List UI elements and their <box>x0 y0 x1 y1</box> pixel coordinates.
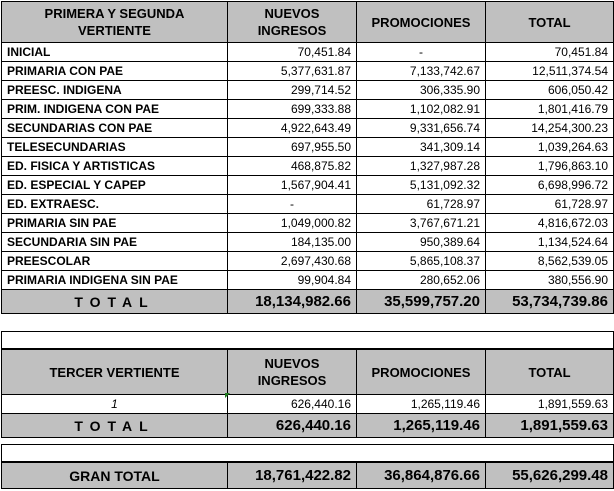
row-nuevos-cell[interactable]: 468,875.82 <box>228 157 357 176</box>
row-total-cell[interactable]: 1,801,416.79 <box>486 100 614 119</box>
table-body <box>2 43 614 290</box>
row-total-cell[interactable]: 1,796,863.10 <box>486 157 614 176</box>
total-row <box>2 290 614 314</box>
row-promociones-cell[interactable]: 61,728.97 <box>357 195 486 214</box>
row-promociones-cell[interactable]: 1,327,987.28 <box>357 157 486 176</box>
table-row <box>2 100 614 119</box>
row-promociones-cell[interactable]: 3,767,671.21 <box>357 214 486 233</box>
header-vertiente[interactable]: TERCER VERTIENTE <box>2 350 228 395</box>
row-name-cell[interactable]: 1 <box>2 395 228 414</box>
row-name-cell[interactable]: PREESCOLAR <box>2 252 228 271</box>
table-row <box>2 81 614 100</box>
total-promociones-cell[interactable]: 35,599,757.20 <box>357 290 486 314</box>
header-row <box>2 350 614 395</box>
row-name-cell[interactable]: PRIMARIA SIN PAE <box>2 214 228 233</box>
table-tercer-vertiente <box>1 349 614 438</box>
table-row <box>2 271 614 290</box>
blank-row <box>1 331 614 349</box>
table-row <box>2 395 614 414</box>
total-label[interactable] <box>2 414 228 438</box>
header-promociones[interactable]: PROMOCIONES <box>357 350 486 395</box>
table-row <box>2 233 614 252</box>
gran-total-promociones-cell[interactable]: 36,864,876.66 <box>357 463 486 489</box>
table-row <box>2 214 614 233</box>
row-promociones-cell[interactable]: 5,131,092.32 <box>357 176 486 195</box>
row-name-cell[interactable]: PRIMARIA CON PAE <box>2 62 228 81</box>
cell-comment-indicator-icon <box>225 393 230 398</box>
row-nuevos-cell[interactable]: 4,922,643.49 <box>228 119 357 138</box>
blank-cell[interactable] <box>357 445 486 462</box>
table-gran-total <box>1 462 614 489</box>
row-promociones-cell[interactable]: 9,331,656.74 <box>357 119 486 138</box>
row-total-cell[interactable]: 12,511,374.54 <box>486 62 614 81</box>
table-row <box>2 176 614 195</box>
total-total-cell[interactable]: 53,734,739.86 <box>486 290 614 314</box>
row-promociones-cell[interactable]: 306,335.90 <box>357 81 486 100</box>
row-nuevos-cell[interactable]: 184,135.00 <box>228 233 357 252</box>
total-label[interactable] <box>2 290 228 314</box>
header-vertiente[interactable]: PRIMERA Y SEGUNDA VERTIENTE <box>2 2 228 43</box>
row-nuevos-cell[interactable]: 699,333.88 <box>228 100 357 119</box>
row-name-cell[interactable]: PREESC. INDIGENA <box>2 81 228 100</box>
blank-cell[interactable] <box>357 332 486 349</box>
header-nuevos-ingresos[interactable]: NUEVOS INGRESOS <box>228 350 357 395</box>
row-nuevos-cell[interactable]: 697,955.50 <box>228 138 357 157</box>
total-label-text: TOTAL <box>74 293 155 310</box>
row-promociones-cell[interactable]: 7,133,742.67 <box>357 62 486 81</box>
row-name-cell[interactable]: INICIAL <box>2 43 228 62</box>
row-name-cell[interactable]: ED. ESPECIAL Y CAPEP <box>2 176 228 195</box>
row-total-cell[interactable]: 1,891,559.63 <box>486 395 614 414</box>
row-nuevos-cell[interactable]: 299,714.52 <box>228 81 357 100</box>
gran-total-row <box>2 463 614 489</box>
total-label-text: TOTAL <box>74 417 155 434</box>
blank-cell[interactable] <box>2 332 228 349</box>
blank-row <box>1 444 614 462</box>
row-name-cell[interactable]: SECUNDARIAS CON PAE <box>2 119 228 138</box>
header-total[interactable]: TOTAL <box>486 350 614 395</box>
row-promociones-cell[interactable]: - <box>357 43 486 62</box>
total-row <box>2 414 614 438</box>
row-promociones-cell[interactable]: 5,865,108.37 <box>357 252 486 271</box>
table-row <box>2 252 614 271</box>
row-total-cell[interactable]: 1,134,524.64 <box>486 233 614 252</box>
blank-cell[interactable] <box>486 332 614 349</box>
row-nuevos-cell[interactable]: 626,440.16 <box>228 395 357 414</box>
row-total-cell[interactable]: 61,728.97 <box>486 195 614 214</box>
table-row <box>2 119 614 138</box>
header-row <box>2 2 614 43</box>
row-name-cell[interactable]: PRIMARIA INDIGENA SIN PAE <box>2 271 228 290</box>
table-row <box>2 157 614 176</box>
row-total-cell[interactable]: 8,562,539.05 <box>486 252 614 271</box>
gran-total-label[interactable]: GRAN TOTAL <box>2 463 228 489</box>
header-nuevos-ingresos[interactable]: NUEVOS INGRESOS <box>228 2 357 43</box>
row-name-cell[interactable]: PRIM. INDIGENA CON PAE <box>2 100 228 119</box>
header-total[interactable]: TOTAL <box>486 2 614 43</box>
row-nuevos-cell[interactable]: 5,377,631.87 <box>228 62 357 81</box>
table-row <box>2 62 614 81</box>
blank-cell[interactable] <box>2 445 228 462</box>
row-nuevos-cell[interactable]: 70,451.84 <box>228 43 357 62</box>
row-total-cell[interactable]: 70,451.84 <box>486 43 614 62</box>
row-nuevos-cell[interactable]: 1,049,000.82 <box>228 214 357 233</box>
header-promociones[interactable]: PROMOCIONES <box>357 2 486 43</box>
row-promociones-cell[interactable]: 950,389.64 <box>357 233 486 252</box>
total-total-cell[interactable]: 1,891,559.63 <box>486 414 614 438</box>
row-total-cell[interactable]: 606,050.42 <box>486 81 614 100</box>
row-nuevos-cell[interactable]: - <box>228 195 357 214</box>
row-total-cell[interactable]: 14,254,300.23 <box>486 119 614 138</box>
table-row <box>2 195 614 214</box>
row-nuevos-cell[interactable]: 2,697,430.68 <box>228 252 357 271</box>
row-total-cell[interactable]: 380,556.90 <box>486 271 614 290</box>
row-nuevos-cell[interactable]: 1,567,904.41 <box>228 176 357 195</box>
blank-cell[interactable] <box>228 445 357 462</box>
total-promociones-cell[interactable]: 1,265,119.46 <box>357 414 486 438</box>
row-name-cell[interactable]: TELESECUNDARIAS <box>2 138 228 157</box>
row-promociones-cell[interactable]: 1,265,119.46 <box>357 395 486 414</box>
table-row <box>2 138 614 157</box>
table-row <box>2 43 614 62</box>
row-total-cell[interactable]: 1,039,264.63 <box>486 138 614 157</box>
gran-total-nuevos-cell[interactable]: 18,761,422.82 <box>228 463 357 489</box>
row-name-cell[interactable]: ED. FISICA Y ARTISTICAS <box>2 157 228 176</box>
total-nuevos-cell[interactable]: 626,440.16 <box>228 414 357 438</box>
row-promociones-cell[interactable]: 341,309.14 <box>357 138 486 157</box>
row-nuevos-cell[interactable]: 99,904.84 <box>228 271 357 290</box>
row-total-cell[interactable]: 4,816,672.03 <box>486 214 614 233</box>
row-name-cell[interactable]: SECUNDARIA SIN PAE <box>2 233 228 252</box>
row-promociones-cell[interactable]: 1,102,082.91 <box>357 100 486 119</box>
row-name-cell[interactable]: ED. EXTRAESC. <box>2 195 228 214</box>
table-primera-segunda-vertiente <box>1 1 614 314</box>
row-total-cell[interactable]: 6,698,996.72 <box>486 176 614 195</box>
total-nuevos-cell[interactable]: 18,134,982.66 <box>228 290 357 314</box>
gran-total-total-cell[interactable]: 55,626,299.48 <box>486 463 614 489</box>
blank-cell[interactable] <box>228 332 357 349</box>
blank-cell[interactable] <box>486 445 614 462</box>
row-promociones-cell[interactable]: 280,652.06 <box>357 271 486 290</box>
